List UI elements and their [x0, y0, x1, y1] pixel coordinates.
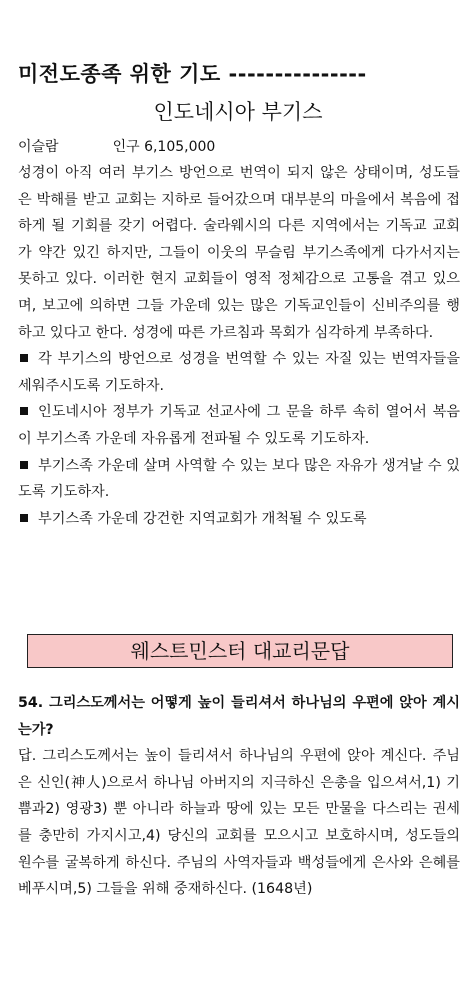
square-bullet-icon [20, 461, 28, 469]
square-bullet-icon [20, 514, 28, 522]
bullet-item: 부기스족 가운데 강건한 지역교회가 개척될 수 있도록 [18, 506, 460, 533]
catechism-question: 54. 그리스도께서는 어떻게 높이 들리셔서 하나님의 우편에 앉아 계시는가? [18, 695, 460, 738]
catechism-qa [18, 690, 460, 903]
catechism-banner: 웨스트민스터 대교리문답 [27, 634, 453, 668]
square-bullet-icon [20, 354, 28, 362]
catechism-answer: 답. 그리스도께서는 높이 들리셔서 하나님의 우편에 앉아 계신다. 주님은 신인(神人)으로서 하나님 아버지의 지극하신 은총을 입으셔서,1) 기쁨과2) 영광3) 뿐 아니라 하늘과 땅에 있는 모든 만물을 다스리는 권세를 충만히 가지시고,4) 당신의 교회를 모으시고 보호하시며, 성도들의 원수를 굴복하게 하신다. 주님의 사역자들과 백성들에게 은사와 은혜를 베푸시며,5) 그들을 위해 중재하신다. (1648년) [18, 748, 460, 898]
population-label: 인구 6,105,000 [112, 139, 216, 155]
page-title: 미전도종족 위한 기도 --------------- [18, 62, 367, 86]
religion-label: 이슬람 [18, 139, 59, 155]
bullet-item: 각 부기스의 방언으로 성경을 번역할 수 있는 자질 있는 번역자들을 세워주시도록 기도하자. [18, 351, 460, 394]
section-subtitle: 인도네시아 부기스 [153, 100, 323, 124]
prayer-body [18, 160, 460, 532]
people-info [18, 136, 215, 156]
bullet-item: 부기스족 가운데 살며 사역할 수 있는 보다 많은 자유가 생겨날 수 있도록 기도하자. [18, 457, 460, 501]
bullet-item: 인도네시아 정부가 기독교 선교사에 그 문을 하루 속히 열어서 복음이 부기스족 가운데 자유롭게 전파될 수 있도록 기도하자. [18, 404, 460, 447]
square-bullet-icon [20, 407, 28, 415]
description-paragraph: 성경이 아직 여러 부기스 방언으로 번역이 되지 않은 상태이며, 성도들은 박해를 받고 교회는 지하로 들어갔으며 대부분의 마을에서 복음에 접하게 될 기회를 갖기 어렵다. 술라웨시의 다른 지역에서는 기독교 교회가 약간 있긴 하지만, 그들이 이웃의 무슬림 부기스족에게 다가서지는 못하고 있다. 이러한 현지 교회들이 영적 정체감으로 고통을 겪고 있으며, 보고에 의하면 그들 가운데 있는 많은 기독교인들이 신비주의를 행하고 있다고 한다. 성경에 따른 가르침과 목회가 심각하게 부족하다. [18, 165, 460, 341]
